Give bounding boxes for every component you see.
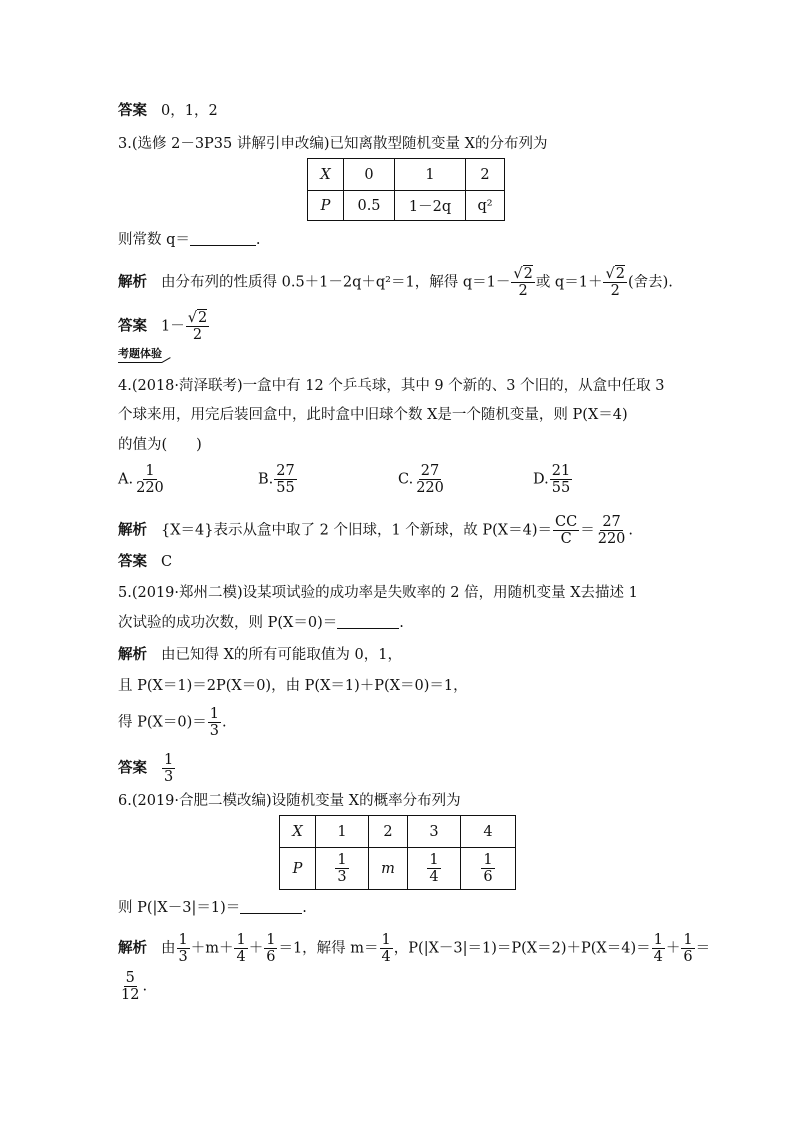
equals-sign: ＝: [695, 940, 711, 957]
sqrt2-over-2: $\frac{√2}{2}$: [187, 310, 208, 343]
answer-value: C: [161, 554, 173, 570]
option-letter: C.: [398, 471, 414, 488]
radicand: 2: [523, 266, 533, 282]
q4-line3: 的值为( ): [118, 437, 202, 453]
denominator: 3: [178, 949, 188, 965]
denominator: 55: [276, 480, 295, 496]
fraction-one-sixth: [681, 932, 694, 965]
plus-sign: ＋: [248, 940, 264, 957]
q5-analysis-2: 且 P(X＝1)＝2P(X＝0)，由 P(X＝1)＋P(X＝0)＝1，: [118, 678, 468, 694]
q3-ask-text: 则常数 q＝: [118, 232, 190, 248]
q4-analysis: [118, 514, 633, 547]
fraction-one-quarter: [234, 932, 247, 965]
q4-answer: [118, 552, 172, 572]
q6-cell: [408, 848, 461, 890]
denominator: 3: [164, 769, 174, 785]
q5-line1: 5.(2019·郑州二模)设某项试验的成功率是失败率的 2 倍，用随机变量 X去描述 1: [118, 585, 638, 601]
denominator: 4: [429, 869, 439, 885]
period: .: [628, 522, 634, 539]
combination-fraction: [553, 514, 579, 547]
option-letter: A.: [118, 471, 134, 488]
denominator: 2: [610, 283, 620, 299]
equals-sign: ＝: [580, 522, 595, 539]
option-b[interactable]: [258, 463, 298, 496]
q3-analysis: [118, 266, 673, 299]
q6-analysis-result: [118, 970, 147, 1003]
radicand: 2: [197, 310, 208, 326]
answer-fraction: [162, 752, 175, 785]
numerator: 1: [266, 932, 276, 948]
option-d[interactable]: [533, 463, 573, 496]
denominator: 6: [483, 869, 493, 885]
fraction-one-quarter: [652, 932, 665, 965]
section-tag: 考题体验: [118, 345, 162, 363]
numerator: 27: [420, 463, 440, 479]
denominator: 2: [518, 283, 528, 299]
q3-analysis-text: (舍去).: [627, 274, 673, 291]
q5-analysis-1: [118, 645, 402, 665]
q6-analysis: [118, 932, 710, 965]
analysis-label: 解析: [118, 940, 147, 957]
q3-cell: 1－2q: [395, 191, 466, 221]
q6-analysis-text: ＝1，解得 m＝: [278, 940, 379, 957]
answer-value: 0，1，2: [161, 103, 218, 119]
option-fraction: [134, 463, 166, 496]
denominator: 12: [121, 987, 140, 1003]
numerator: 1: [337, 852, 347, 868]
denominator: 55: [551, 480, 571, 496]
q6-cell: m: [369, 848, 408, 890]
q6-cell: 4: [461, 816, 516, 848]
q5-answer: [118, 752, 176, 785]
numerator: 1: [164, 752, 174, 768]
period: .: [302, 900, 307, 916]
sqrt2-over-2: $\frac{√2}{2}$: [605, 266, 625, 299]
q6-distribution-table: [279, 815, 516, 890]
numerator: 27: [276, 463, 295, 479]
answer-label: 答案: [118, 318, 147, 335]
analysis-label: 解析: [118, 647, 147, 663]
q3-analysis-text: 或 q＝1＋: [535, 274, 603, 291]
fraction-five-twelfths: [119, 970, 141, 1003]
answer-label: 答案: [118, 760, 147, 777]
fraction-one-quarter: [380, 932, 393, 965]
denominator: 3: [337, 869, 347, 885]
q3-cell: 1: [395, 159, 466, 191]
numerator: 5: [125, 970, 135, 986]
denominator: 3: [209, 723, 219, 739]
option-letter: D.: [533, 471, 549, 488]
q3-cell: X: [308, 159, 344, 191]
q3-analysis-text: 由分布列的性质得 0.5＋1－2q＋q²＝1，解得 q＝1－: [161, 274, 511, 291]
answer-blank: [190, 231, 256, 246]
q3-cell: P: [308, 191, 344, 221]
q6-analysis-text: ，P(|X－3|＝1)＝P(X＝2)＋P(X＝4)＝: [393, 940, 651, 957]
denominator: C: [560, 531, 572, 547]
numerator: 1: [653, 932, 663, 948]
q5-line2: [118, 613, 404, 633]
option-fraction: [274, 463, 296, 496]
period: .: [221, 714, 227, 731]
answer-blank: [240, 899, 302, 914]
denominator: 220: [416, 480, 444, 496]
analysis-label: 解析: [118, 522, 147, 539]
q5-analysis-3: [118, 706, 227, 739]
sqrt2-over-2: $\frac{√2}{2}$: [513, 266, 533, 299]
option-letter: B.: [258, 471, 274, 488]
period: .: [142, 978, 148, 995]
option-c[interactable]: [398, 463, 447, 496]
period: .: [399, 615, 404, 631]
q3-cell: 0.5: [344, 191, 395, 221]
q3-stem: 3.(选修 2－3P35 讲解引申改编)已知离散型随机变量 X的分布列为: [118, 136, 548, 152]
q5-line2-text: 次试验的成功次数，则 P(X＝0)＝: [118, 615, 338, 631]
q6-cell: 2: [369, 816, 408, 848]
q5-analysis-text: 得 P(X＝0)＝: [118, 714, 207, 731]
q3-cell: q²: [466, 191, 505, 221]
denominator: 2: [192, 327, 203, 343]
numerator: 1: [236, 932, 246, 948]
q6-cell: [316, 848, 369, 890]
option-fraction: [550, 463, 572, 496]
q4-analysis-text: {X＝4}表示从盒中取了 2 个旧球，1 个新球，故 P(X＝4)＝: [161, 522, 553, 539]
answer-label: 答案: [118, 103, 147, 119]
answer-line-top: [118, 101, 218, 121]
numerator: CC: [555, 514, 578, 530]
q6-stem: 6.(2019·合肥二模改编)设随机变量 X的概率分布列为: [118, 793, 461, 809]
fraction: [208, 706, 221, 739]
result-fraction: [596, 514, 628, 547]
numerator: 1: [683, 932, 693, 948]
q6-cell: X: [280, 816, 316, 848]
q6-cell: [461, 848, 516, 890]
q6-ask-text: 则 P(|X－3|＝1)＝: [118, 900, 241, 916]
answer-value: 1－: [161, 318, 185, 335]
plus-sign: ＋: [665, 940, 681, 957]
option-fraction: [414, 463, 446, 496]
q4-line2: 个球来用，用完后装回盒中，此时盒中旧球个数 X是一个随机变量，则 P(X＝4): [118, 407, 628, 423]
q4-line1: 4.(2018·菏泽联考)一盒中有 12 个乒乓球，其中 9 个新的、3 个旧的，从盒中任取 3: [118, 378, 665, 394]
denominator: 6: [683, 949, 693, 965]
numerator: 1: [483, 852, 493, 868]
denominator: 4: [381, 949, 391, 965]
q6-ask: [118, 898, 307, 918]
answer-label: 答案: [118, 554, 147, 570]
q3-ask: 则常数 q＝ .: [118, 232, 261, 248]
answer-blank: [337, 614, 399, 629]
analysis-label: 解析: [118, 274, 147, 291]
q3-cell: 0: [344, 159, 395, 191]
numerator: 27: [602, 514, 621, 530]
denominator: 220: [597, 531, 626, 547]
fraction-one-third: [335, 852, 348, 885]
fraction-one-sixth: [481, 852, 494, 885]
q6-analysis-text: ＋m＋: [190, 940, 234, 957]
numerator: 1: [145, 463, 155, 479]
q5-analysis-text: 由已知得 X的所有可能取值为 0，1，: [161, 647, 402, 663]
numerator: 21: [551, 463, 571, 479]
denominator: 220: [136, 480, 164, 496]
numerator: 1: [178, 932, 188, 948]
q6-cell: 3: [408, 816, 461, 848]
q3-distribution-table: [307, 158, 505, 221]
numerator: 1: [381, 932, 391, 948]
fraction-one-sixth: [264, 932, 277, 965]
fraction-one-third: [177, 932, 190, 965]
denominator: 6: [266, 949, 276, 965]
q6-analysis-text: 由: [161, 940, 176, 957]
numerator: 1: [209, 706, 219, 722]
option-a[interactable]: [118, 463, 167, 496]
fraction-one-quarter: [427, 852, 440, 885]
q6-cell: P: [280, 848, 316, 890]
numerator: 1: [429, 852, 439, 868]
q6-cell: 1: [316, 816, 369, 848]
q3-answer: [118, 310, 210, 343]
denominator: 4: [236, 949, 246, 965]
q3-cell: 2: [466, 159, 505, 191]
radicand: 2: [615, 266, 625, 282]
denominator: 4: [653, 949, 663, 965]
